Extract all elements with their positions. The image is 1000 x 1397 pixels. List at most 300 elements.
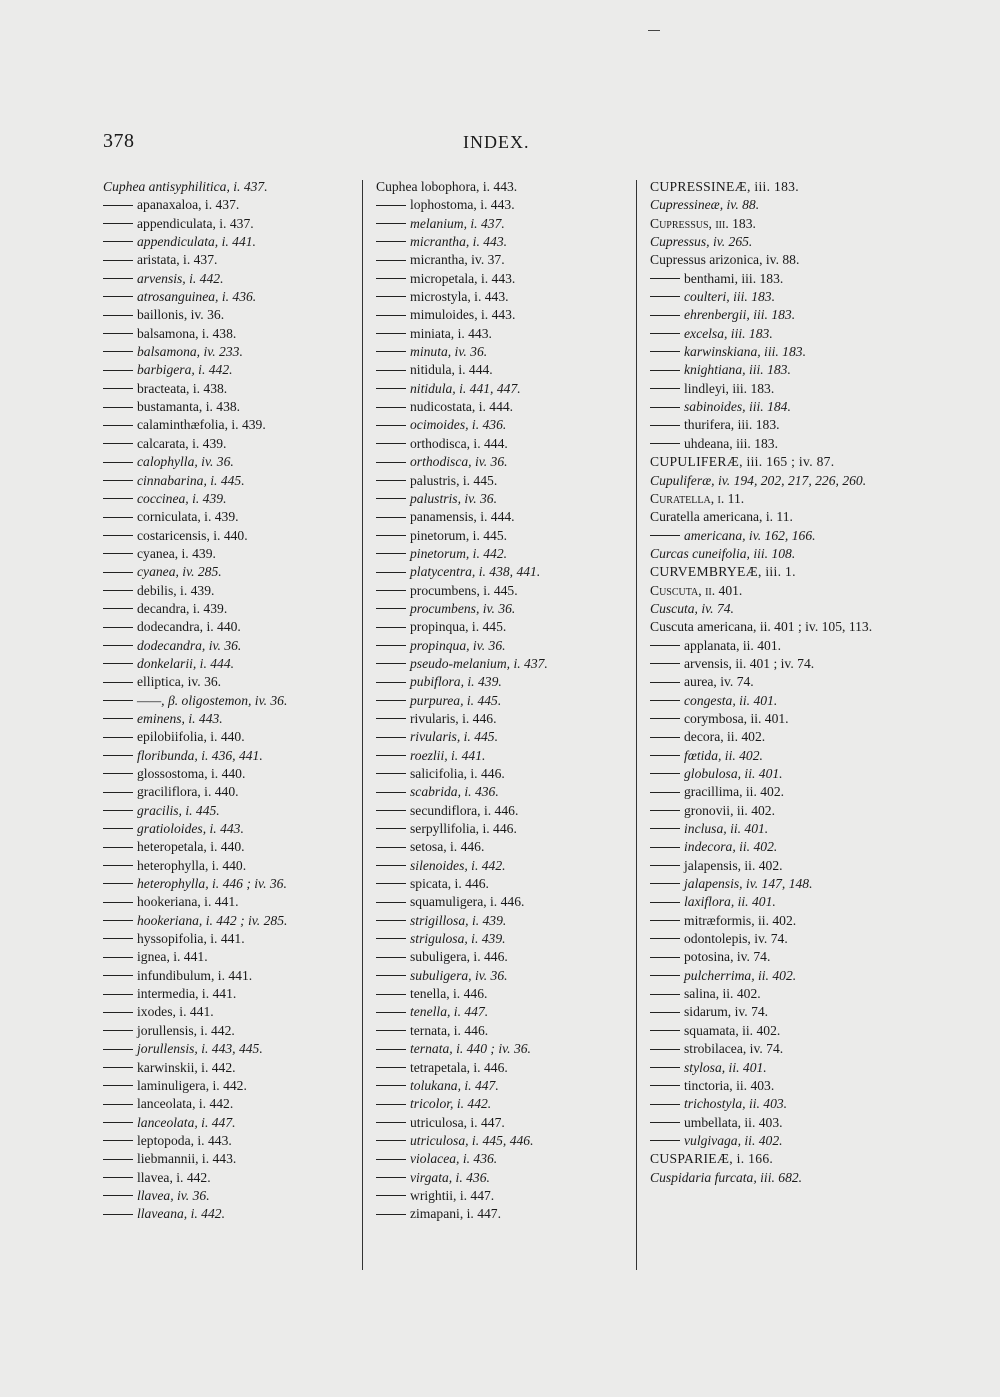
index-entry-text: scabrida, i. 436. [410, 784, 499, 800]
index-entry [376, 710, 638, 728]
index-entry-text: dodecandra, iv. 36. [137, 637, 242, 653]
ditto-dash [650, 792, 680, 793]
index-entry-text: miniata, i. 443. [410, 325, 492, 341]
index-entry-text: Cupressus, iii. 183. [650, 215, 756, 231]
index-entry-text: cyanea, iv. 285. [137, 564, 222, 580]
index-entry-text: vulgivaga, ii. 402. [684, 1132, 783, 1148]
ditto-dash [650, 994, 680, 995]
ditto-dash [650, 682, 680, 683]
ditto-dash [103, 608, 133, 609]
index-entry-text: laxiflora, ii. 401. [684, 894, 776, 910]
index-entry-text: salina, ii. 402. [684, 986, 761, 1002]
index-entry [103, 1187, 365, 1205]
index-entry-text: tolukana, i. 447. [410, 1077, 499, 1093]
ditto-dash [650, 663, 680, 664]
column-divider [362, 180, 363, 1270]
index-entry-text: setosa, i. 446. [410, 839, 485, 855]
index-entry-text: indecora, ii. 402. [684, 839, 778, 855]
index-entry-text: odontolepis, iv. 74. [684, 931, 788, 947]
index-entry-text: trichostyla, ii. 403. [684, 1096, 788, 1112]
index-entry-text: Cuspidaria furcata, iii. 682. [650, 1169, 803, 1185]
ditto-dash [650, 1012, 680, 1013]
index-entry [103, 1059, 365, 1077]
ditto-dash [376, 1195, 406, 1196]
index-entry-text: heterophylla, i. 446 ; iv. 36. [137, 876, 287, 892]
index-entry [376, 527, 638, 545]
index-entry [376, 765, 638, 783]
ditto-dash [376, 498, 406, 499]
ditto-dash [376, 902, 406, 903]
ditto-dash [103, 590, 133, 591]
index-entry-text: mitræformis, ii. 402. [684, 912, 797, 928]
index-entry-text: hookeriana, i. 441. [137, 894, 239, 910]
index-entry-text: uhdeana, iii. 183. [684, 435, 779, 451]
index-entry-text: lanceolata, i. 447. [137, 1114, 236, 1130]
ditto-dash [103, 535, 133, 536]
index-entry-text: orthodisca, i. 444. [410, 435, 508, 451]
ditto-dash [376, 1177, 406, 1178]
index-entry [376, 1132, 638, 1150]
index-entry [650, 1169, 900, 1187]
index-entry-text: Curatella, i. 11. [650, 490, 745, 506]
index-entry [650, 215, 900, 233]
index-entry [103, 673, 365, 691]
index-entry [103, 270, 365, 288]
ditto-dash [376, 1067, 406, 1068]
index-entry [376, 820, 638, 838]
index-entry [376, 361, 638, 379]
index-entry-text: barbigera, i. 442. [137, 362, 233, 378]
index-entry-text: leptopoda, i. 443. [137, 1132, 232, 1148]
index-entry [376, 728, 638, 746]
index-entry-text: propinqua, iv. 36. [410, 637, 506, 653]
index-entry [376, 637, 638, 655]
ditto-dash [376, 1159, 406, 1160]
index-entry-text: lanceolata, i. 442. [137, 1096, 234, 1112]
index-entry-text: fœtida, ii. 402. [684, 747, 763, 763]
index-entry-text: melanium, i. 437. [410, 215, 505, 231]
ditto-dash [650, 700, 680, 701]
index-entry [103, 1114, 365, 1132]
ditto-dash [103, 1049, 133, 1050]
ditto-dash [650, 737, 680, 738]
index-entry [650, 1132, 900, 1150]
index-entry [103, 1022, 365, 1040]
index-entry-text: inclusa, ii. 401. [684, 821, 769, 837]
index-entry-text: llavea, iv. 36. [137, 1187, 210, 1203]
index-entry [103, 288, 365, 306]
ditto-dash [650, 1140, 680, 1141]
index-entry-text: applanata, ii. 401. [684, 637, 782, 653]
ditto-dash [376, 792, 406, 793]
index-entry-text: squamata, ii. 402. [684, 1022, 781, 1038]
ditto-dash [650, 847, 680, 848]
index-entry-text: rivularis, i. 446. [410, 710, 497, 726]
index-entry-text: baillonis, iv. 36. [137, 307, 225, 323]
index-entry-text: jalapensis, ii. 402. [684, 857, 783, 873]
index-entry [650, 838, 900, 856]
index-entry [103, 1205, 365, 1223]
ditto-dash [376, 1122, 406, 1123]
ditto-dash [103, 1012, 133, 1013]
index-entry-text: Cuphea lobophora, i. 443. [376, 179, 518, 194]
ditto-dash [103, 994, 133, 995]
index-entry [376, 472, 638, 490]
ditto-dash [650, 351, 680, 352]
index-column-3 [650, 178, 900, 1187]
index-entry-text: strigulosa, i. 439. [410, 931, 506, 947]
index-entry [650, 692, 900, 710]
ditto-dash [103, 865, 133, 866]
index-entry [650, 563, 900, 581]
index-column-1 [103, 178, 365, 1224]
ditto-dash [376, 1030, 406, 1031]
index-entry-text: apanaxaloa, i. 437. [137, 197, 240, 213]
index-entry-text: squamuligera, i. 446. [410, 894, 525, 910]
page-header [103, 130, 880, 160]
index-entry-text: cinnabarina, i. 445. [137, 472, 245, 488]
index-entry [103, 875, 365, 893]
index-entry-text: mimuloides, i. 443. [410, 307, 516, 323]
index-entry [650, 948, 900, 966]
index-entry [376, 857, 638, 875]
index-entry-text: gratioloides, i. 443. [137, 821, 244, 837]
ditto-dash [103, 773, 133, 774]
ditto-dash [376, 682, 406, 683]
index-entry [103, 893, 365, 911]
index-entry [103, 618, 365, 636]
index-entry-text: jalapensis, iv. 147, 148. [684, 876, 813, 892]
index-entry-text: atrosanguinea, i. 436. [137, 289, 257, 305]
index-entry [103, 233, 365, 251]
ditto-dash [103, 957, 133, 958]
ditto-dash [376, 718, 406, 719]
index-entry [650, 398, 900, 416]
index-entry-text: nudicostata, i. 444. [410, 399, 514, 415]
index-entry [103, 1132, 365, 1150]
index-entry [650, 930, 900, 948]
index-entry [650, 380, 900, 398]
index-entry [650, 1059, 900, 1077]
index-entry [650, 912, 900, 930]
index-entry [376, 270, 638, 288]
index-entry-text: rivularis, i. 445. [410, 729, 498, 745]
index-entry-text: subuligera, iv. 36. [410, 967, 508, 983]
ditto-dash [103, 700, 133, 701]
index-entry-text: zimapani, i. 447. [410, 1206, 501, 1222]
index-entry [376, 416, 638, 434]
index-entry-text: CUSPARIEÆ, i. 166. [650, 1151, 774, 1167]
index-entry-text: bracteata, i. 438. [137, 380, 228, 396]
index-entry-text: strigillosa, i. 439. [410, 912, 507, 928]
index-entry [103, 1169, 365, 1187]
index-entry-text: pinetorum, i. 445. [410, 527, 508, 543]
ditto-dash [103, 462, 133, 463]
index-entry-text: congesta, ii. 401. [684, 692, 778, 708]
index-entry-text: serpyllifolia, i. 446. [410, 821, 517, 837]
index-entry-text: lindleyi, iii. 183. [684, 380, 775, 396]
index-entry-text: americana, iv. 162, 166. [684, 527, 816, 543]
ditto-dash [650, 1049, 680, 1050]
index-entry [103, 985, 365, 1003]
index-entry [376, 893, 638, 911]
index-entry [103, 802, 365, 820]
index-entry-text: elliptica, iv. 36. [137, 674, 222, 690]
ditto-dash [103, 1104, 133, 1105]
index-entry [376, 948, 638, 966]
index-entry-text: CURVEMBRYEÆ, iii. 1. [650, 564, 796, 580]
ditto-dash [376, 957, 406, 958]
index-entry [103, 948, 365, 966]
ditto-dash [103, 1214, 133, 1215]
index-entry-text: utriculosa, i. 445, 446. [410, 1132, 534, 1148]
index-entry [103, 655, 365, 673]
index-entry [103, 178, 365, 196]
index-entry [650, 472, 900, 490]
index-entry-text: llavea, i. 442. [137, 1169, 211, 1185]
index-entry [650, 233, 900, 251]
index-entry-text: propinqua, i. 445. [410, 619, 507, 635]
ditto-dash [650, 938, 680, 939]
index-entry-text: Cupuliferæ, iv. 194, 202, 217, 226, 260. [650, 472, 867, 488]
index-entry-text: nitidula, i. 441, 447. [410, 380, 521, 396]
index-entry-text: sabinoides, iii. 184. [684, 399, 791, 415]
index-entry [376, 582, 638, 600]
ditto-dash [103, 1030, 133, 1031]
ditto-dash [103, 828, 133, 829]
index-entry-text: laminuligera, i. 442. [137, 1077, 247, 1093]
index-entry [650, 673, 900, 691]
ditto-dash [376, 223, 406, 224]
index-entry [376, 508, 638, 526]
index-entry [103, 306, 365, 324]
index-entry [650, 527, 900, 545]
index-entry [650, 802, 900, 820]
index-entry-text: epilobiifolia, i. 440. [137, 729, 245, 745]
index-entry [650, 490, 900, 508]
ditto-dash [103, 351, 133, 352]
index-entry-text: panamensis, i. 444. [410, 509, 515, 525]
ditto-dash [376, 608, 406, 609]
ditto-dash [103, 792, 133, 793]
ditto-dash [650, 645, 680, 646]
index-entry [376, 1059, 638, 1077]
ditto-dash [103, 498, 133, 499]
index-entry [376, 838, 638, 856]
index-entry [103, 453, 365, 471]
index-entry [103, 215, 365, 233]
index-entry-text: coulteri, iii. 183. [684, 289, 775, 305]
index-entry-text: virgata, i. 436. [410, 1169, 490, 1185]
index-entry-text: ternata, i. 446. [410, 1022, 489, 1038]
index-entry [650, 343, 900, 361]
ditto-dash [650, 883, 680, 884]
index-entry-text: tinctoria, ii. 403. [684, 1077, 775, 1093]
index-entry [376, 1150, 638, 1168]
index-entry [376, 453, 638, 471]
ditto-dash [376, 443, 406, 444]
index-entry-text: stylosa, ii. 401. [684, 1059, 767, 1075]
index-entry [103, 710, 365, 728]
index-entry-text: pseudo-melanium, i. 437. [410, 655, 548, 671]
ditto-dash [650, 920, 680, 921]
ditto-dash [376, 1012, 406, 1013]
ditto-dash [376, 590, 406, 591]
index-entry [650, 967, 900, 985]
index-entry [376, 912, 638, 930]
ditto-dash [103, 407, 133, 408]
ditto-dash [376, 315, 406, 316]
index-entry [650, 600, 900, 618]
index-entry [103, 728, 365, 746]
ditto-dash [650, 755, 680, 756]
index-entry [650, 435, 900, 453]
index-entry [376, 563, 638, 581]
ditto-dash [376, 700, 406, 701]
index-entry [650, 288, 900, 306]
index-entry [650, 325, 900, 343]
index-entry-text: hookeriana, i. 442 ; iv. 285. [137, 912, 288, 928]
index-entry-text: donkelarii, i. 444. [137, 655, 235, 671]
index-entry-text: decandra, i. 439. [137, 600, 228, 616]
index-entry-text: cyanea, i. 439. [137, 545, 216, 561]
index-entry [650, 416, 900, 434]
index-entry [650, 1022, 900, 1040]
ditto-dash [103, 241, 133, 242]
ditto-dash [376, 388, 406, 389]
ditto-dash [103, 517, 133, 518]
index-entry [376, 398, 638, 416]
ditto-dash [376, 553, 406, 554]
index-entry-text: potosina, iv. 74. [684, 949, 771, 965]
index-entry [376, 1205, 638, 1223]
ditto-dash [103, 1159, 133, 1160]
ditto-dash [103, 1177, 133, 1178]
index-entry [103, 1077, 365, 1095]
index-entry-text: tetrapetala, i. 446. [410, 1059, 508, 1075]
index-entry-text: micrantha, iv. 37. [410, 252, 505, 268]
index-entry [376, 967, 638, 985]
ditto-dash [103, 205, 133, 206]
index-entry-text: ocimoides, i. 436. [410, 417, 507, 433]
index-entry [103, 582, 365, 600]
index-entry [376, 655, 638, 673]
index-entry-text: calophylla, iv. 36. [137, 454, 234, 470]
index-entry-text: costaricensis, i. 440. [137, 527, 248, 543]
index-entry-text: wrightii, i. 447. [410, 1187, 495, 1203]
index-entry-text: palustris, iv. 36. [410, 490, 497, 506]
index-entry-text: Cupressus arizonica, iv. 88. [650, 252, 800, 268]
index-entry-text: balsamona, iv. 233. [137, 344, 243, 360]
ditto-dash [103, 810, 133, 811]
ditto-dash [103, 755, 133, 756]
index-entry [103, 783, 365, 801]
ditto-dash [103, 902, 133, 903]
index-entry [376, 196, 638, 214]
index-entry-text: subuligera, i. 446. [410, 949, 508, 965]
index-entry-text: glossostoma, i. 440. [137, 766, 246, 781]
index-entry-text: aristata, i. 437. [137, 252, 218, 268]
index-entry [376, 1022, 638, 1040]
index-entry-text: calcarata, i. 439. [137, 435, 227, 451]
index-entry [650, 1003, 900, 1021]
index-entry [103, 912, 365, 930]
index-entry [650, 1095, 900, 1113]
ditto-dash [103, 278, 133, 279]
ditto-dash [103, 718, 133, 719]
ditto-dash [650, 957, 680, 958]
index-entry [376, 545, 638, 563]
index-entry-text: benthami, iii. 183. [684, 270, 784, 286]
index-entry-text: Cuscuta, iv. 74. [650, 600, 734, 616]
ditto-dash [376, 517, 406, 518]
ditto-dash [650, 425, 680, 426]
ditto-dash [376, 351, 406, 352]
index-entry [376, 1003, 638, 1021]
ditto-dash [103, 847, 133, 848]
ditto-dash [376, 425, 406, 426]
index-entry [650, 1077, 900, 1095]
index-entry [376, 1187, 638, 1205]
index-entry [103, 343, 365, 361]
index-entry-text: heteropetala, i. 440. [137, 839, 245, 855]
ditto-dash [650, 535, 680, 536]
index-entry [650, 361, 900, 379]
index-entry-text: corymbosa, ii. 401. [684, 710, 789, 726]
index-entry [103, 838, 365, 856]
ditto-dash [376, 755, 406, 756]
index-entry [103, 398, 365, 416]
index-entry-text: CUPULIFERÆ, iii. 165 ; iv. 87. [650, 454, 835, 470]
index-entry [650, 747, 900, 765]
index-entry [103, 1150, 365, 1168]
ditto-dash [103, 296, 133, 297]
ditto-dash [376, 1140, 406, 1141]
index-entry [103, 765, 365, 783]
ditto-dash [103, 1195, 133, 1196]
index-entry-text: globulosa, ii. 401. [684, 766, 783, 781]
ditto-dash [376, 407, 406, 408]
ditto-dash [103, 920, 133, 921]
ditto-dash [650, 1030, 680, 1031]
index-entry-text: hyssopifolia, i. 441. [137, 931, 245, 947]
index-entry-text: violacea, i. 436. [410, 1151, 498, 1167]
index-entry-text: gronovii, ii. 402. [684, 802, 776, 818]
index-entry [103, 563, 365, 581]
ditto-dash [103, 1140, 133, 1141]
ditto-dash [103, 553, 133, 554]
ditto-dash [376, 370, 406, 371]
index-entry [103, 435, 365, 453]
ditto-dash [103, 627, 133, 628]
ditto-dash [376, 205, 406, 206]
ditto-dash [650, 865, 680, 866]
ditto-dash [650, 810, 680, 811]
ditto-dash [376, 296, 406, 297]
ditto-dash [103, 645, 133, 646]
index-entry [376, 802, 638, 820]
index-entry [376, 215, 638, 233]
index-entry-text: Cuscuta americana, ii. 401 ; iv. 105, 113. [650, 619, 873, 635]
index-entry [103, 857, 365, 875]
index-entry [650, 765, 900, 783]
ditto-dash [376, 572, 406, 573]
index-entry-text: thurifera, iii. 183. [684, 417, 780, 433]
index-entry [376, 618, 638, 636]
index-entry [103, 1003, 365, 1021]
index-entry [376, 288, 638, 306]
index-entry [650, 1150, 900, 1168]
